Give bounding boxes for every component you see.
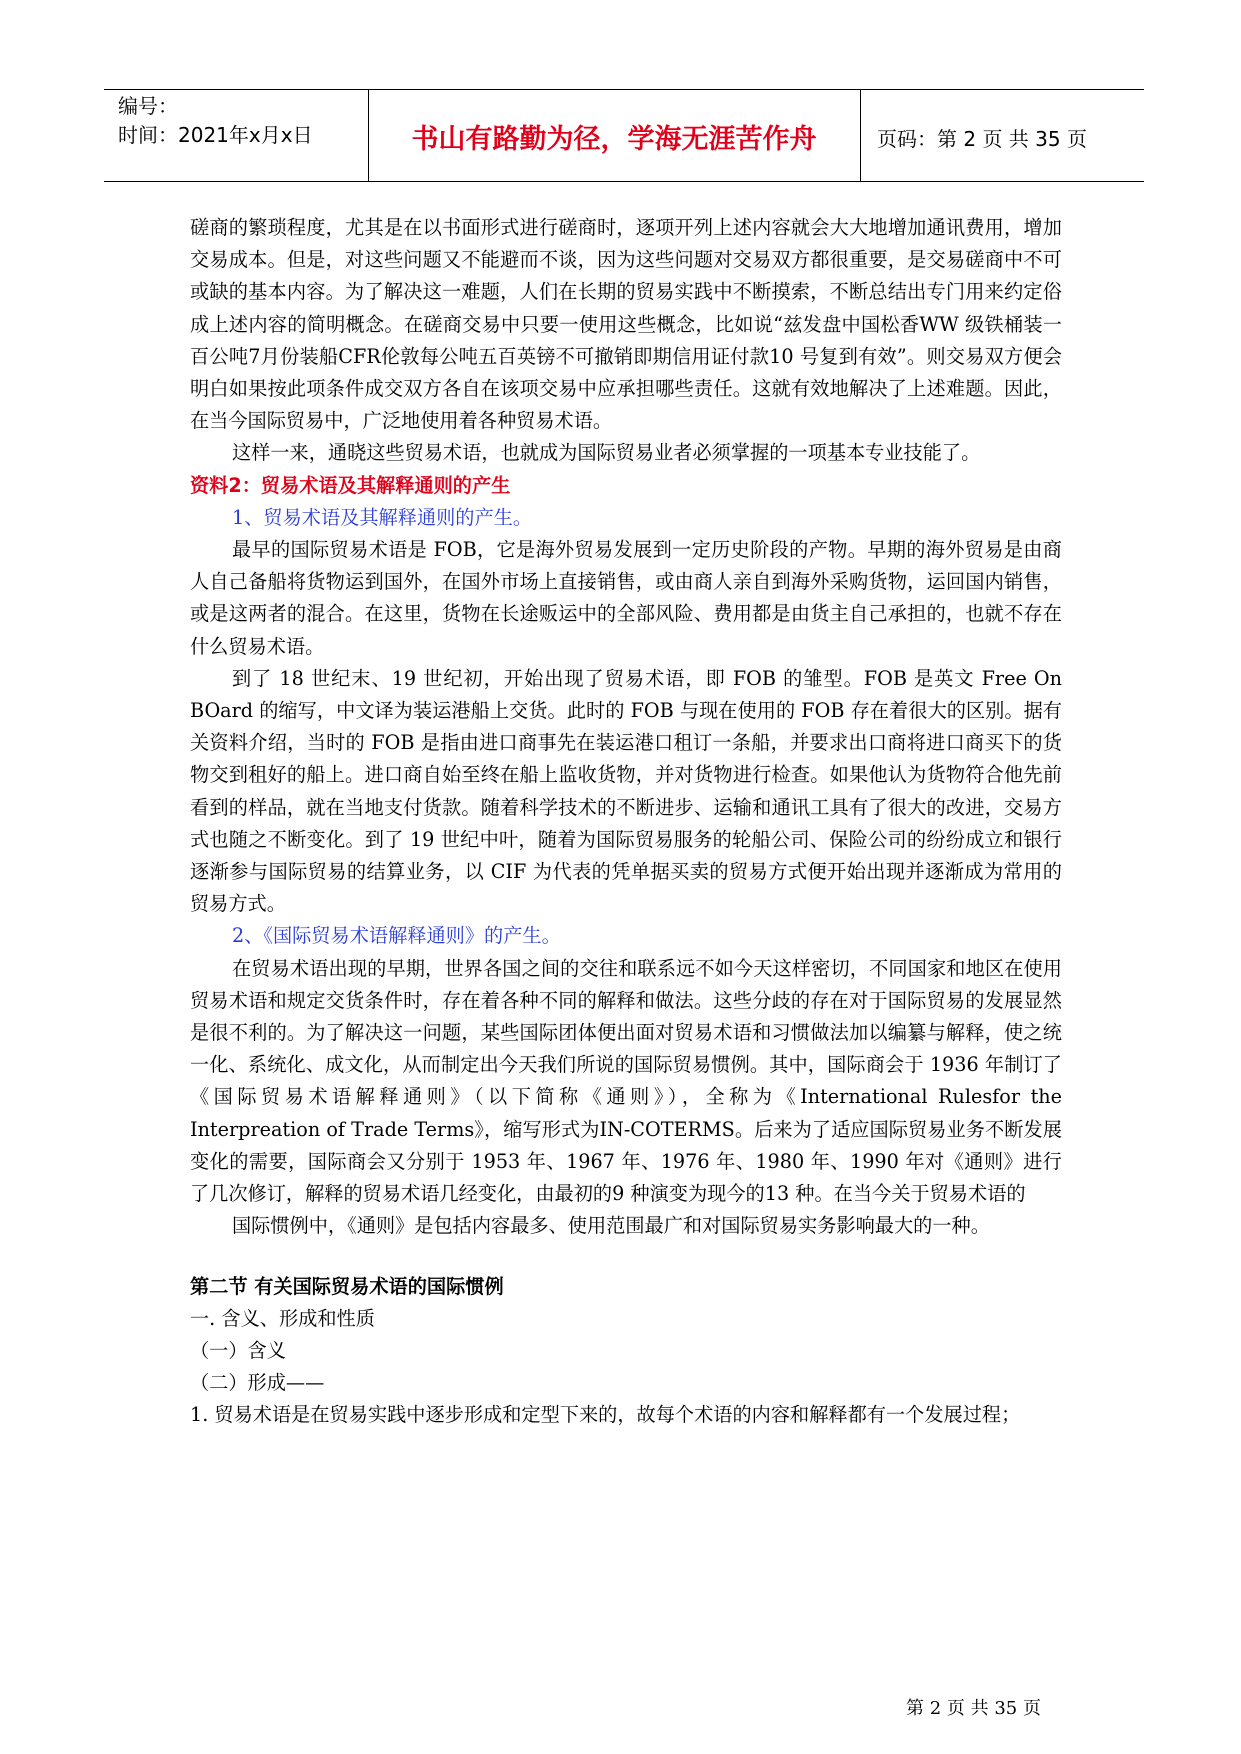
page-footer: 第 2 页 共 35 页: [906, 1698, 1041, 1719]
doc-number: 编号：: [118, 94, 178, 118]
subheading: 2、《国际贸易术语解释通则》的产生。: [232, 924, 561, 948]
header-left: [118, 92, 313, 150]
document-body: [190, 212, 1062, 1432]
chapter-section-title: 第二节 有关国际贸易术语的国际惯例: [190, 1274, 504, 1298]
paragraph: 在贸易术语出现的早期，世界各国之间的交往和联系远不如今天这样密切，不同国家和地区在使用贸易术语和规定交货条件时，存在着各种不同的解释和做法。这些分歧的存在对于国际贸易的发展显然是很不利的。为了解决这一问题，某些国际团体便出面对贸易术语和习惯做法加以编纂与解释，使之统一化、系统化、成文化，从而制定出今天我们所说的国际贸易惯例。其中，国际商会于 1936 年制订了《国际贸易术语解释通则》（以下简称《通则》），全称为《International Rulesfor the Interpreation of Trade Terms》，缩写形式为IN-COTERMS。后来为了适应国际贸易业务不断发展变化的需要，国际商会又分别于 1953 年、1967 年、1976 年、1980 年、1990 年对《通则》进行了几次修订，解释的贸易术语几经变化，由最初的9 种演变为现今的13 种。在当今关于贸易术语的: [190, 956, 1062, 1206]
doc-time: 时间：2021年x月x日: [118, 123, 313, 147]
outline-item: 一. 含义、形成和性质: [190, 1306, 375, 1330]
paragraph: 这样一来，通晓这些贸易术语，也就成为国际贸易业者必须掌握的一项基本专业技能了。: [232, 441, 981, 465]
section-heading: 资料2：贸易术语及其解释通则的产生: [190, 473, 511, 497]
outline-item: （一）含义: [190, 1338, 286, 1362]
header-divider: [860, 90, 861, 181]
outline-item: （二）形成——: [190, 1371, 325, 1395]
paragraph: 最早的国际贸易术语是 FOB，它是海外贸易发展到一定历史阶段的产物。早期的海外贸易是由商人自己备船将货物运到国外，在国外市场上直接销售，或由商人亲自到海外采购货物，运回国内销售，或是这两者的混合。在这里，货物在长途贩运中的全部风险、费用都是由货主自己承担的，也就不存在什么贸易术语。: [190, 538, 1062, 658]
header-page-number: 页码：第 2 页 共 35 页: [877, 127, 1087, 151]
page-header: [104, 89, 1144, 182]
header-motto: 书山有路勤为径，学海无涯苦作舟: [411, 124, 817, 155]
paragraph: 国际惯例中，《通则》是包括内容最多、使用范围最广和对国际贸易实务影响最大的一种。: [232, 1214, 990, 1238]
paragraph: 到了 18 世纪末、19 世纪初，开始出现了贸易术语，即 FOB 的雏型。FOB 是英文 Free On BOard 的缩写，中文译为装运港船上交货。此时的 FOB 与现在使用的 FOB 存在着很大的区别。据有关资料介绍，当时的 FOB 是指由进口商事先在装运港口租订一条船，并要求出口商将进口商买下的货物交到租好的船上。进口商自始至终在船上监收货物，并对货物进行检查。如果他认为货物符合他先前看到的样品，就在当地支付货款。随着科学技术的不断进步、运输和通讯工具有了很大的改进，交易方式也随之不断变化。到了 19 世纪中叶，随着为国际贸易服务的轮船公司、保险公司的纷纷成立和银行逐渐参与国际贸易的结算业务，以 CIF 为代表的凭单据买卖的贸易方式便开始出现并逐渐成为常用的贸易方式。: [190, 666, 1062, 916]
paragraph: 磋商的繁琐程度，尤其是在以书面形式进行磋商时，逐项开列上述内容就会大大地增加通讯费用，增加交易成本。但是，对这些问题又不能避而不谈，因为这些问题对交易双方都很重要，是交易磋商中不可或缺的基本内容。为了解决这一难题，人们在长期的贸易实践中不断摸索，不断总结出专门用来约定俗成上述内容的简明概念。在磋商交易中只要一使用这些概念，比如说“兹发盘中国松香WW 级铁桶装一百公吨7月份装船CFR伦敦每公吨五百英镑不可撤销即期信用证付款10 号复到有效”。则交易双方便会明白如果按此项条件成交双方各自在该项交易中应承担哪些责任。这就有效地解决了上述难题。因此，在当今国际贸易中，广泛地使用着各种贸易术语。: [190, 216, 1062, 433]
subheading: 1、贸易术语及其解释通则的产生。: [232, 505, 533, 529]
outline-item: 1. 贸易术语是在贸易实践中逐步形成和定型下来的，故每个术语的内容和解释都有一个发展过程；: [190, 1403, 1021, 1427]
